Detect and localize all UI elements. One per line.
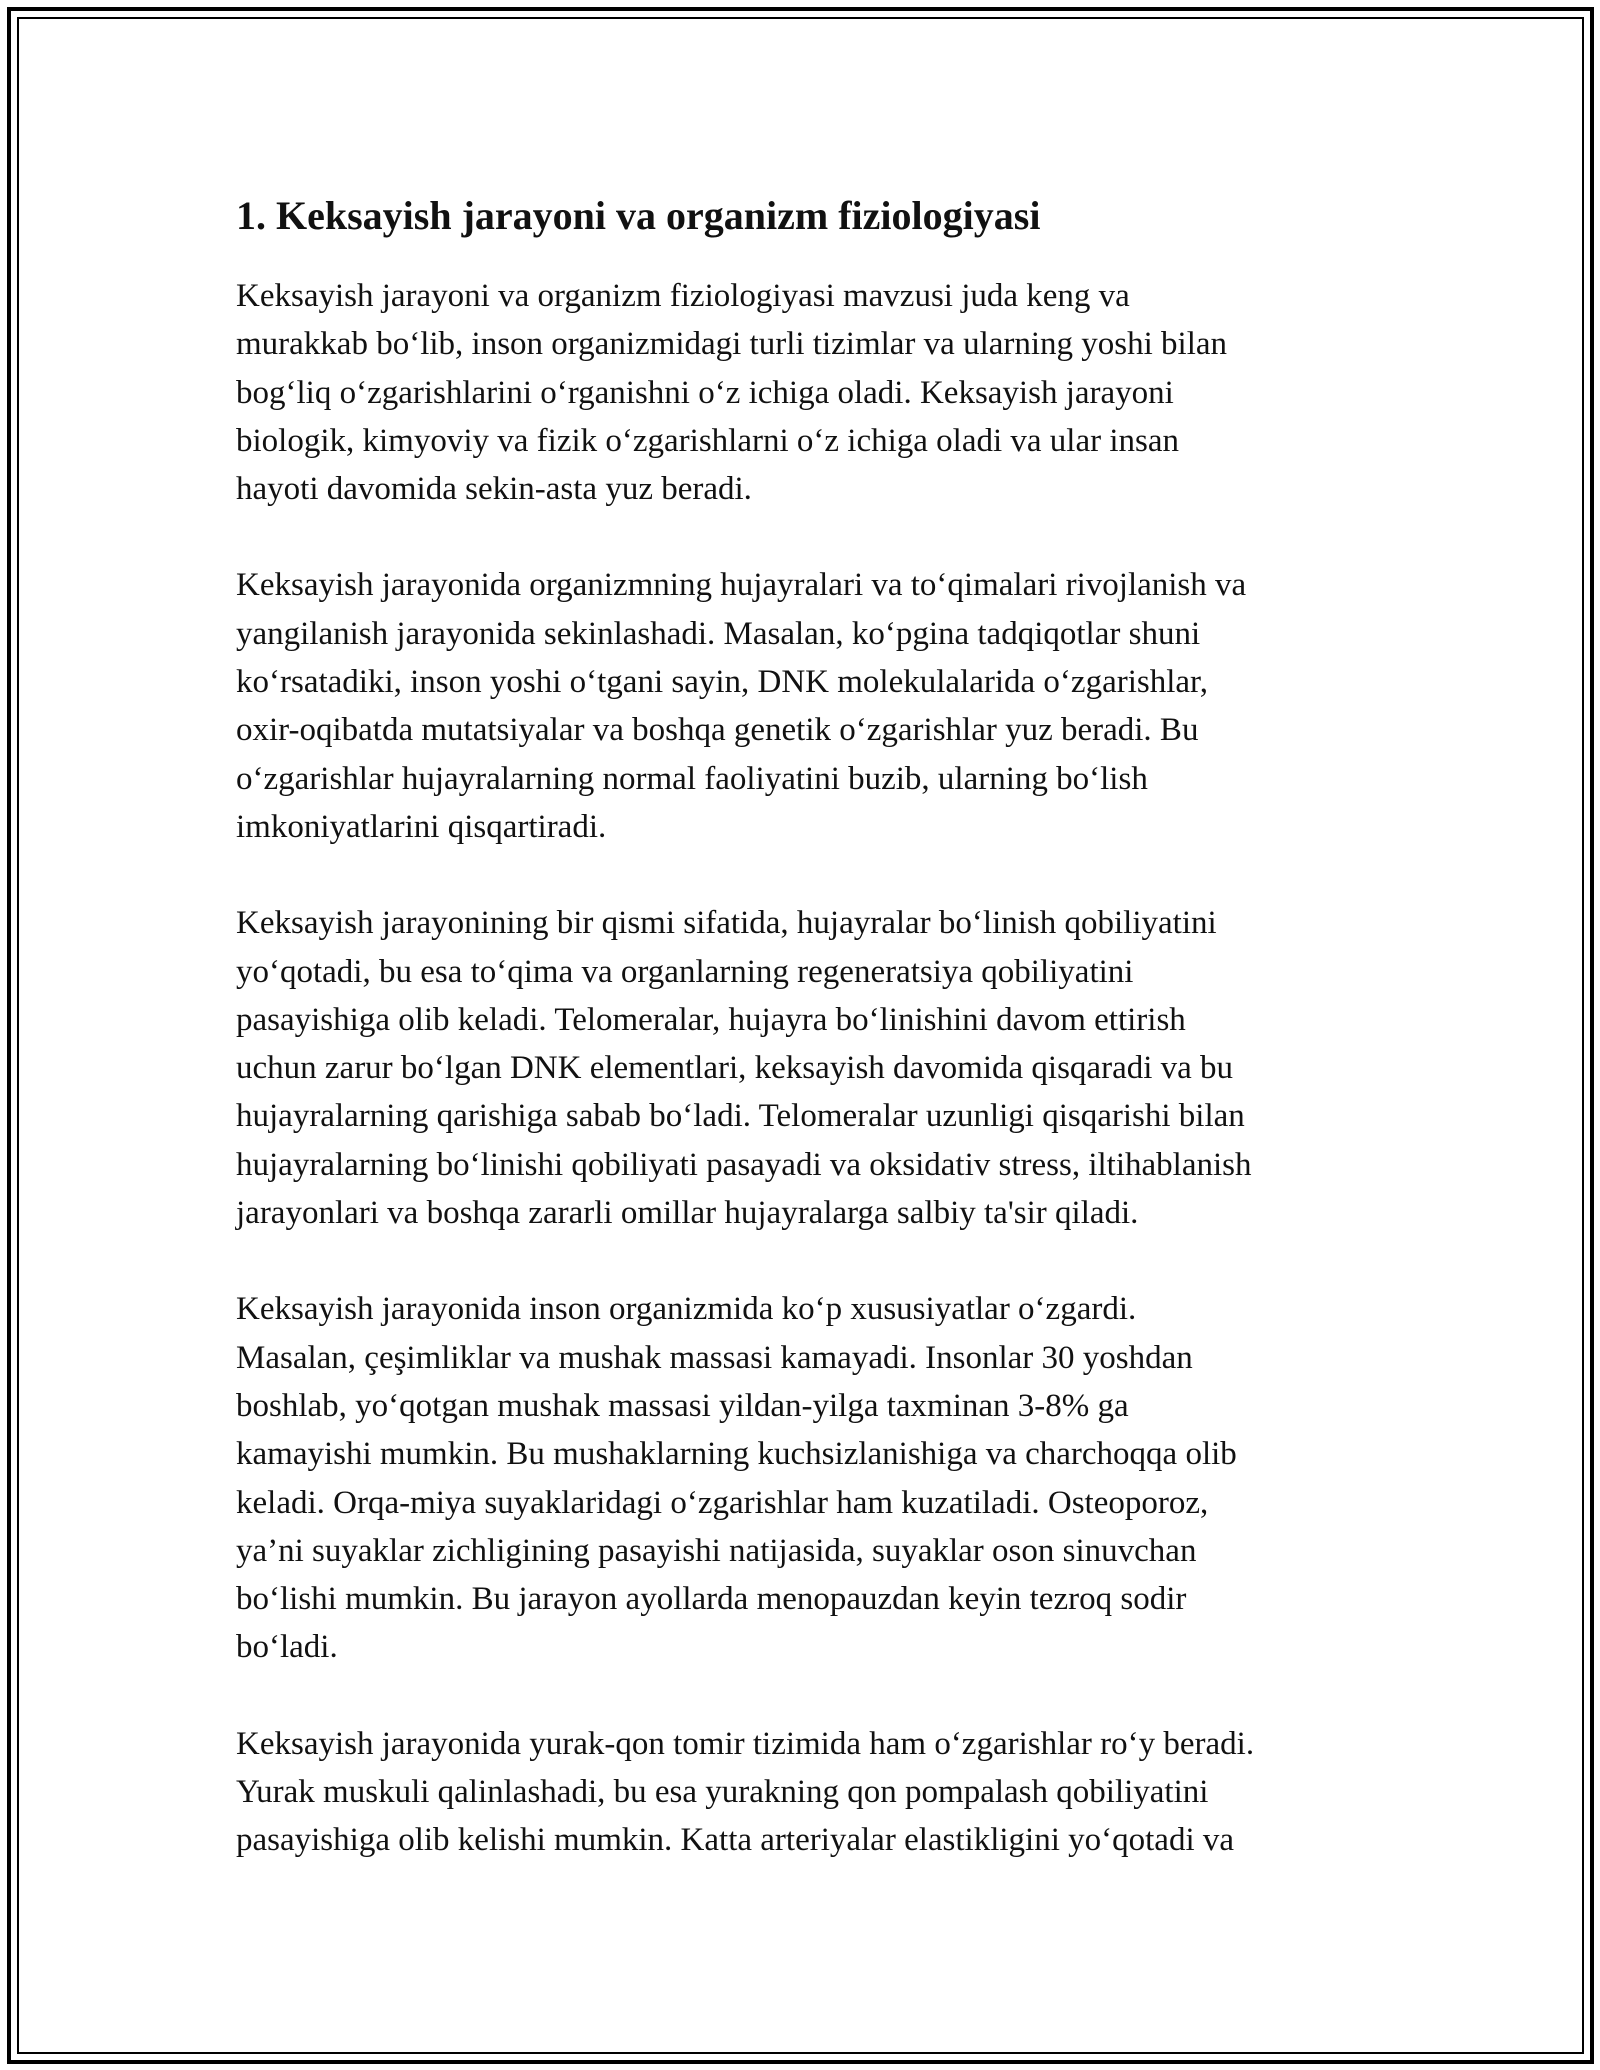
paragraph-3 (236, 899, 1376, 1237)
paragraph-line: kamayishi mumkin. Bu mushaklarning kuchsizlanishiga va charchoqqa olib (236, 1436, 1237, 1473)
paragraph-line: pasayishiga olib keladi. Telomeralar, hujayra boʻlinishini davom ettirish (236, 1001, 1186, 1038)
paragraph-line: hujayralarning boʻlinishi qobiliyati pasayadi va oksidativ stress, iltihablanish (236, 1146, 1252, 1183)
paragraph-line: murakkab boʻlib, inson organizmidagi turli tizimlar va ularning yoshi bilan (236, 326, 1228, 363)
paragraph-line: oxir-oqibatda mutatsiyalar va boshqa genetik oʻzgarishlar yuz beradi. Bu (236, 712, 1199, 749)
paragraph-line: bogʻliq oʻzgarishlarini oʻrganishni oʻz ichiga oladi. Keksayish jarayoni (236, 374, 1174, 411)
paragraph-line: ya’ni suyaklar zichligining pasayishi natijasida, suyaklar oson sinuvchan (236, 1532, 1197, 1569)
paragraph-2 (236, 561, 1376, 851)
document-body (236, 190, 1376, 1913)
paragraph-line: boʻlishi mumkin. Bu jarayon ayollarda menopauzdan keyin tezroq sodir (236, 1581, 1187, 1618)
paragraph-line: koʻrsatadiki, inson yoshi oʻtgani sayin, DNK molekulalarida oʻzgarishlar, (236, 664, 1208, 701)
paragraph-line: oʻzgarishlar hujayralarning normal faoliyatini buzib, ularning boʻlish (236, 760, 1148, 797)
paragraph-line: hujayralarning qarishiga sabab boʻladi. Telomeralar uzunligi qisqarishi bilan (236, 1098, 1245, 1135)
paragraph-1 (236, 272, 1376, 513)
paragraph-line: Keksayish jarayonining bir qismi sifatida, hujayralar boʻlinish qobiliyatini (236, 905, 1217, 942)
paragraph-line: yangilanish jarayonida sekinlashadi. Masalan, koʻpgina tadqiqotlar shuni (236, 615, 1201, 652)
paragraph-line: hayoti davomida sekin-asta yuz beradi. (236, 471, 752, 508)
paragraph-line: Keksayish jarayonida organizmning hujayralari va toʻqimalari rivojlanish va (236, 567, 1247, 604)
paragraph-4 (236, 1285, 1376, 1671)
paragraph-line: boʻladi. (236, 1629, 338, 1666)
paragraph-line: pasayishiga olib kelishi mumkin. Katta arteriyalar elastikligini yoʻqotadi va (236, 1822, 1235, 1859)
paragraph-line: Keksayish jarayonida inson organizmida koʻp xususiyatlar oʻzgardi. (236, 1291, 1137, 1328)
paragraph-line: keladi. Orqa-miya suyaklaridagi oʻzgarishlar ham kuzatiladi. Osteoporoz, (236, 1484, 1209, 1521)
paragraph-5 (236, 1720, 1376, 1865)
paragraph-line: Masalan, çeşimliklar va mushak massasi kamayadi. Insonlar 30 yoshdan (236, 1339, 1193, 1376)
paragraph-line: uchun zarur boʻlgan DNK elementlari, keksayish davomida qisqaradi va bu (236, 1050, 1234, 1087)
paragraph-line: boshlab, yoʻqotgan mushak massasi yildan-yilga taxminan 3-8% ga (236, 1387, 1129, 1424)
page-title: 1. Keksayish jarayoni va organizm fiziologiyasi (236, 193, 1041, 238)
paragraph-line: Yurak muskuli qalinlashadi, bu esa yurakning qon pompalash qobiliyatini (236, 1774, 1209, 1811)
paragraph-line: imkoniyatlarini qisqartiradi. (236, 808, 607, 845)
paragraph-line: Keksayish jarayoni va organizm fiziologiyasi mavzusi juda keng va (236, 278, 1130, 314)
paragraph-line: biologik, kimyoviy va fizik oʻzgarishlarni oʻz ichiga oladi va ular insan (236, 422, 1179, 459)
paragraph-line: jarayonlari va boshqa zararli omillar hujayralarga salbiy ta'sir qiladi. (236, 1195, 1139, 1232)
paragraph-line: Keksayish jarayonida yurak-qon tomir tizimida ham oʻzgarishlar roʻy beradi. (236, 1725, 1255, 1762)
paragraph-line: yoʻqotadi, bu esa toʻqima va organlarning regeneratsiya qobiliyatini (236, 953, 1134, 990)
